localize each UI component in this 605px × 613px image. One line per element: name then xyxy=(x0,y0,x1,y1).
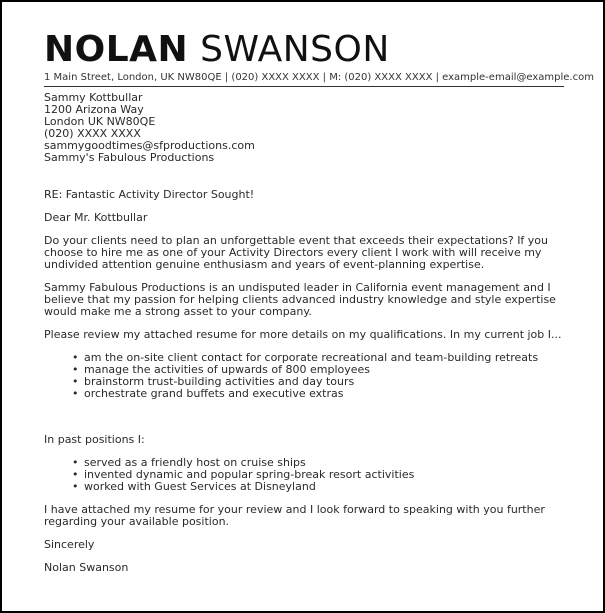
subject-line: RE: Fantastic Activity Director Sought! xyxy=(44,188,255,201)
header-divider xyxy=(44,86,564,87)
recipient-company: Sammy's Fabulous Productions xyxy=(44,151,215,164)
letter-body xyxy=(44,92,564,574)
current-job-list xyxy=(44,352,564,400)
list-item: • served as a friendly host on cruise ships xyxy=(84,457,564,469)
contact-line: 1 Main Street, London, UK NW80QE | (020) XXXX XXXX | M: (020) XXXX XXXX | example-email@example.com xyxy=(44,72,594,83)
applicant-first-name: NOLAN xyxy=(44,29,189,70)
letter-header xyxy=(44,29,594,84)
list-item: • brainstorm trust-building activities and day tours xyxy=(84,376,564,388)
recipient-phone: (020) XXXX XXXX xyxy=(44,127,141,140)
past-positions-intro: In past positions I: xyxy=(44,433,145,446)
list-item: • orchestrate grand buffets and executive extras xyxy=(84,388,564,400)
applicant-name xyxy=(44,30,564,70)
list-item: • am the on-site client contact for corporate recreational and team-building retreats xyxy=(84,352,564,364)
salutation: Dear Mr. Kottbullar xyxy=(44,211,148,224)
paragraph-1: Do your clients need to plan an unforgettable event that exceeds their expectations? If you choose to hire me as one of your Activity Directors every client I work with will receive my undivided attention genuine enthusiasm and years of event-planning expertise. xyxy=(44,234,549,271)
closing-paragraph: I have attached my resume for your review and I look forward to speaking with you further regarding your available position. xyxy=(44,503,545,528)
recipient-email: sammygoodtimes@sfproductions.com xyxy=(44,139,255,152)
paragraph-3: Please review my attached resume for more details on my qualifications. In my current job I... xyxy=(44,328,562,341)
list-item: • invented dynamic and popular spring-break resort activities xyxy=(84,469,564,481)
list-item: • worked with Guest Services at Disneyland xyxy=(84,481,564,493)
paragraph-2: Sammy Fabulous Productions is an undisputed leader in California event management and I believe that my passion for helping clients advanced industry knowledge and style expertise would make me a strong asset to your company. xyxy=(44,281,556,318)
recipient-name: Sammy Kottbullar xyxy=(44,91,143,104)
applicant-last-name: SWANSON xyxy=(200,29,390,70)
list-item: • manage the activities of upwards of 800 employees xyxy=(84,364,564,376)
recipient-city: London UK NW80QE xyxy=(44,115,156,128)
past-positions-list xyxy=(44,457,564,493)
signature-name: Nolan Swanson xyxy=(44,561,129,574)
recipient-address xyxy=(44,92,564,164)
recipient-street: 1200 Arizona Way xyxy=(44,103,144,116)
signoff: Sincerely xyxy=(44,538,95,551)
